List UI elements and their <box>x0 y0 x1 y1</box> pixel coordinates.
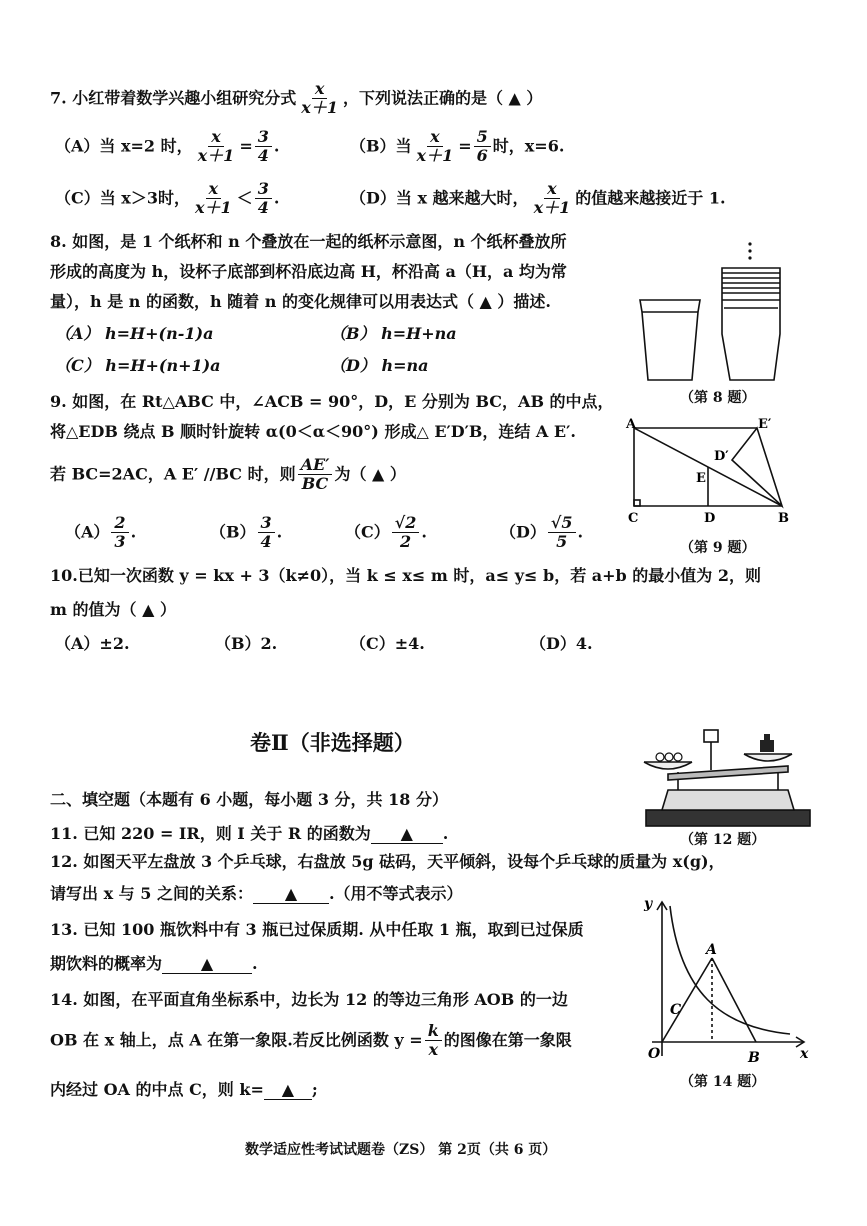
q8-line2: 形成的高度为 h，设杯子底部到杯沿底边高 H，杯沿高 a（H，a 均为常 <box>50 262 567 281</box>
q7-option-b: （B）当 $\frac{x}{x+1}$ = $\frac{5}{6}$ 时，x=6. <box>350 127 565 166</box>
q12-caption: （第 12 题） <box>680 832 766 848</box>
q11-blank: ▲ <box>371 824 443 844</box>
q9-option-c: （C） $\frac{√2}{2}$ . <box>345 513 427 552</box>
q14-line2: OB 在 x 轴上，点 A 在第一象限.若反比例函数 y = $\frac{k}{x}$ 的图像在第一象限 <box>50 1021 572 1060</box>
q10-option-d: （D）4. <box>530 634 593 653</box>
q9-line3: 若 BC=2AC，A E′ //BC 时，则 $\frac{AE'}{BC}$ 为（ ▲ ） <box>50 455 406 494</box>
q10-option-b: （B）2. <box>215 634 278 653</box>
q13-line1: 13. 已知 100 瓶饮料中有 3 瓶已过保质期. 从中任取 1 瓶，取到已过保质 <box>50 920 584 939</box>
q12-line2: 请写出 x 与 5 之间的关系： ▲ .（用不等式表示） <box>50 884 463 903</box>
label-b: B <box>748 1050 760 1066</box>
q13-blank: ▲ <box>162 954 252 974</box>
label-c: C <box>670 1002 682 1018</box>
label-y: y <box>644 896 653 912</box>
q7-stem-fraction: $\frac{x}{x+1}$ <box>301 79 338 118</box>
q10-option-a: （A）±2. <box>55 634 130 653</box>
q7-option-d: （D）当 x 越来越大时， $\frac{x}{x+1}$ 的值越来越接近于 1. <box>350 179 726 218</box>
triangle-figure <box>620 416 800 528</box>
label-d: D <box>704 511 716 526</box>
q14-caption: （第 14 题） <box>680 1074 766 1090</box>
q8-option-d: （D） h=na <box>330 356 429 375</box>
q8-option-a: （A） h=H+(n-1)a <box>55 324 214 343</box>
q9-line2: 将△EDB 绕点 B 顺时针旋转 α(0＜α＜90°) 形成△ E′D′B，连结 A E′. <box>50 422 576 441</box>
q9-option-a: （A） $\frac{2}{3}$ . <box>65 513 137 552</box>
label-a: A <box>706 942 717 958</box>
q14-line3: 内经过 OA 的中点 C，则 k= ▲ ; <box>50 1080 318 1099</box>
q8-option-c: （C） h=H+(n+1)a <box>55 356 221 375</box>
q11: 11. 已知 220 = IR，则 I 关于 R 的函数为 ▲ . <box>50 824 449 843</box>
q13-line2: 期饮料的概率为 ▲ . <box>50 954 258 973</box>
part2-heading: 二、填空题（本题有 6 小题，每小题 3 分，共 18 分） <box>50 790 448 809</box>
q7-option-a: （A）当 x=2 时， $\frac{x}{x+1}$ = $\frac{3}{4}$ . <box>55 127 280 166</box>
label-a: A <box>626 417 637 432</box>
q7-stem: 7. 小红带着数学兴趣小组研究分式 $\frac{x}{x+1}$ ，下列说法正确的是（ ▲ ） <box>50 79 543 118</box>
q8-option-b: （B） h=H+na <box>330 324 457 343</box>
q8-caption: （第 8 题） <box>680 390 756 406</box>
q8-line1: 8. 如图，是 1 个纸杯和 n 个叠放在一起的纸杯示意图，n 个纸杯叠放所 <box>50 232 567 251</box>
page-footer: 数学适应性考试试题卷（ZS） 第 2页（共 6 页） <box>245 1142 557 1158</box>
q8-line3: 量），h 是 n 的函数，h 随着 n 的变化规律可以用表达式（ ▲ ）描述. <box>50 292 551 311</box>
q9-option-d: （D） $\frac{√5}{5}$ . <box>500 513 584 552</box>
label-x: x <box>800 1046 809 1062</box>
label-c: C <box>628 511 639 526</box>
label-e: E <box>696 471 706 486</box>
balance-figure <box>638 726 818 832</box>
q14-line1: 14. 如图，在平面直角坐标系中，边长为 12 的等边三角形 AOB 的一边 <box>50 990 568 1009</box>
coordinate-figure <box>640 892 820 1070</box>
label-e-prime: E′ <box>758 417 772 432</box>
q12-line1: 12. 如图天平左盘放 3 个乒乓球，右盘放 5g 砝码，天平倾斜，设每个乒乓球的质量为 x(g)， <box>50 852 725 871</box>
q10-line2: m 的值为（ ▲ ） <box>50 600 176 619</box>
section-title: 卷Ⅱ（非选择题） <box>250 730 415 755</box>
cups-figure <box>630 238 810 390</box>
label-d-prime: D′ <box>714 449 729 464</box>
q7-option-c: （C）当 x＞3时， $\frac{x}{x+1}$ ＜ $\frac{3}{4}$ . <box>55 179 280 218</box>
q9-line1: 9. 如图，在 Rt△ABC 中，∠ACB = 90°，D，E 分别为 BC，AB 的中点， <box>50 392 614 411</box>
label-o: O <box>648 1046 661 1062</box>
q9-caption: （第 9 题） <box>680 540 756 556</box>
q10-option-c: （C）±4. <box>350 634 425 653</box>
q10-line1: 10.已知一次函数 y = kx + 3（k≠0），当 k ≤ x≤ m 时，a≤ y≤ b，若 a+b 的最小值为 2，则 <box>50 566 762 585</box>
q12-blank: ▲ <box>253 884 329 904</box>
q9-option-b: （B） $\frac{3}{4}$ . <box>210 513 283 552</box>
label-b: B <box>778 511 789 526</box>
q14-blank: ▲ <box>264 1080 312 1100</box>
